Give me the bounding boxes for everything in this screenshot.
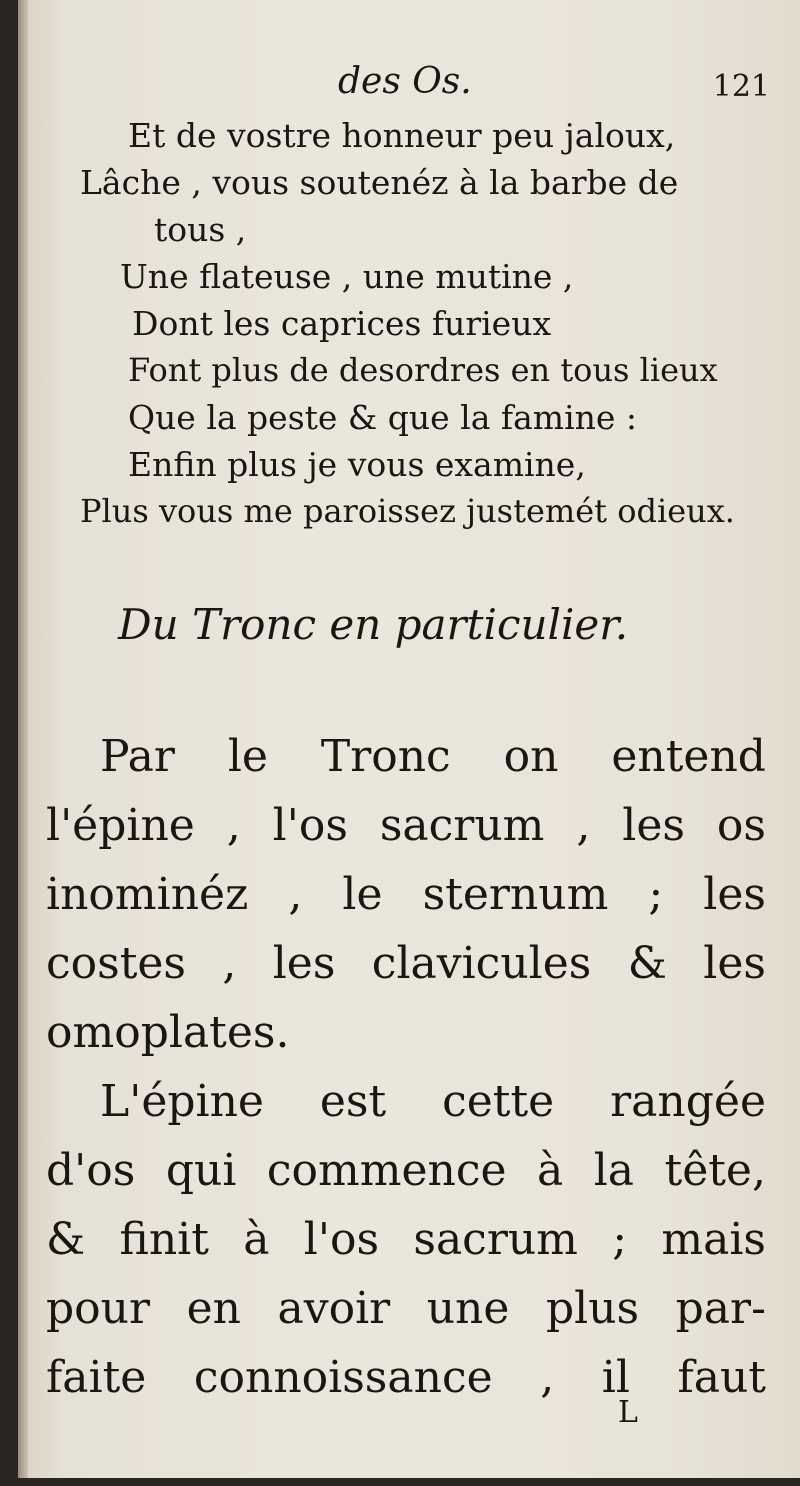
word: clavicules — [371, 938, 592, 989]
word: , — [540, 1352, 555, 1403]
word: l'os — [272, 800, 348, 851]
word: costes — [46, 938, 187, 989]
word: & — [627, 938, 667, 989]
word: commence — [266, 1145, 507, 1196]
word: Par — [100, 731, 175, 782]
word: Tronc — [320, 731, 451, 782]
word: ; — [612, 1214, 628, 1265]
word: en — [186, 1283, 241, 1334]
verse-line: Que la peste & que la famine : — [128, 398, 638, 437]
word: finit — [119, 1214, 209, 1265]
word: rangée — [610, 1076, 766, 1127]
word: sacrum — [379, 800, 545, 851]
word: par- — [675, 1283, 766, 1334]
word: avoir — [277, 1283, 391, 1334]
verse-line: tous , — [154, 210, 247, 249]
word: , — [288, 869, 303, 920]
word: les — [272, 938, 336, 989]
word: à — [243, 1214, 270, 1265]
text-line — [46, 1067, 766, 1136]
body-text — [46, 722, 766, 1412]
verse-line: Plus vous me paroissez justemét odieux. — [80, 492, 735, 530]
verse-line: Font plus de desordres en tous lieux — [128, 351, 718, 389]
word: ; — [648, 869, 664, 920]
word: le — [227, 731, 268, 782]
word: , — [222, 938, 237, 989]
word: sacrum — [413, 1214, 578, 1265]
text-line — [46, 998, 766, 1067]
word: faite — [46, 1352, 147, 1403]
word: qui — [165, 1145, 237, 1196]
text-line — [46, 1205, 766, 1274]
text-line — [46, 1274, 766, 1343]
text-line — [46, 929, 766, 998]
word: les — [622, 800, 685, 851]
verse-line: Enfin plus je vous examine, — [128, 445, 586, 484]
verse-line: Une flateuse , une mutine , — [120, 257, 574, 296]
book-page — [18, 0, 800, 1478]
word: les — [703, 938, 766, 989]
word: entend — [611, 731, 766, 782]
word: plus — [545, 1283, 640, 1334]
word: l'épine — [46, 800, 195, 851]
word: connoissance — [193, 1352, 493, 1403]
section-heading: Du Tronc en particulier. — [118, 600, 629, 649]
word: , — [576, 800, 591, 851]
word: faut — [677, 1352, 766, 1403]
verse-block — [58, 112, 788, 535]
word: cette — [442, 1076, 555, 1127]
running-head: des Os. — [338, 61, 472, 102]
text-line — [46, 791, 766, 860]
word: il — [601, 1352, 630, 1403]
word: tête, — [664, 1145, 766, 1196]
text-line — [46, 1343, 766, 1412]
word: à — [537, 1145, 564, 1196]
text-line — [46, 1136, 766, 1205]
word: une — [426, 1283, 510, 1334]
word: mais — [661, 1214, 766, 1265]
word: L'épine — [100, 1076, 264, 1127]
word: les — [703, 869, 766, 920]
word: est — [319, 1076, 387, 1127]
verse-line: Dont les caprices furieux — [132, 304, 552, 343]
word: inominéz — [46, 869, 249, 920]
word: le — [342, 869, 383, 920]
word: sternum — [422, 869, 609, 920]
word: , — [226, 800, 241, 851]
word: & — [46, 1214, 86, 1265]
text-line — [46, 860, 766, 929]
word: os — [716, 800, 766, 851]
word: omoplates. — [46, 1007, 290, 1058]
verse-line: Et de vostre honneur peu jaloux, — [128, 116, 676, 155]
word: pour — [46, 1283, 151, 1334]
signature-mark: L — [618, 1395, 638, 1430]
text-line — [46, 722, 766, 791]
word: on — [503, 731, 559, 782]
word: la — [593, 1145, 635, 1196]
word: l'os — [303, 1214, 380, 1265]
page-number: 121 — [712, 69, 770, 104]
verse-line: Lâche , vous soutenéz à la barbe de — [80, 163, 679, 202]
word: d'os — [46, 1145, 136, 1196]
